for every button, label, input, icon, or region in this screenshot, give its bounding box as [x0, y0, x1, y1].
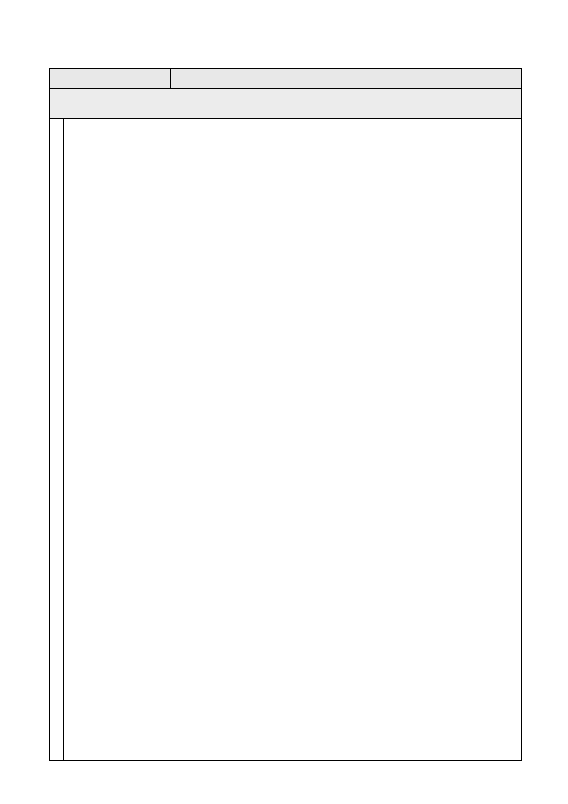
table-header: [50, 69, 521, 89]
table-body: [50, 119, 521, 760]
quarantine-rules-table: [49, 68, 522, 761]
section-title: [50, 89, 521, 119]
left-gutter-column: [50, 119, 64, 760]
header-category: [50, 69, 171, 88]
header-rules: [171, 69, 521, 88]
